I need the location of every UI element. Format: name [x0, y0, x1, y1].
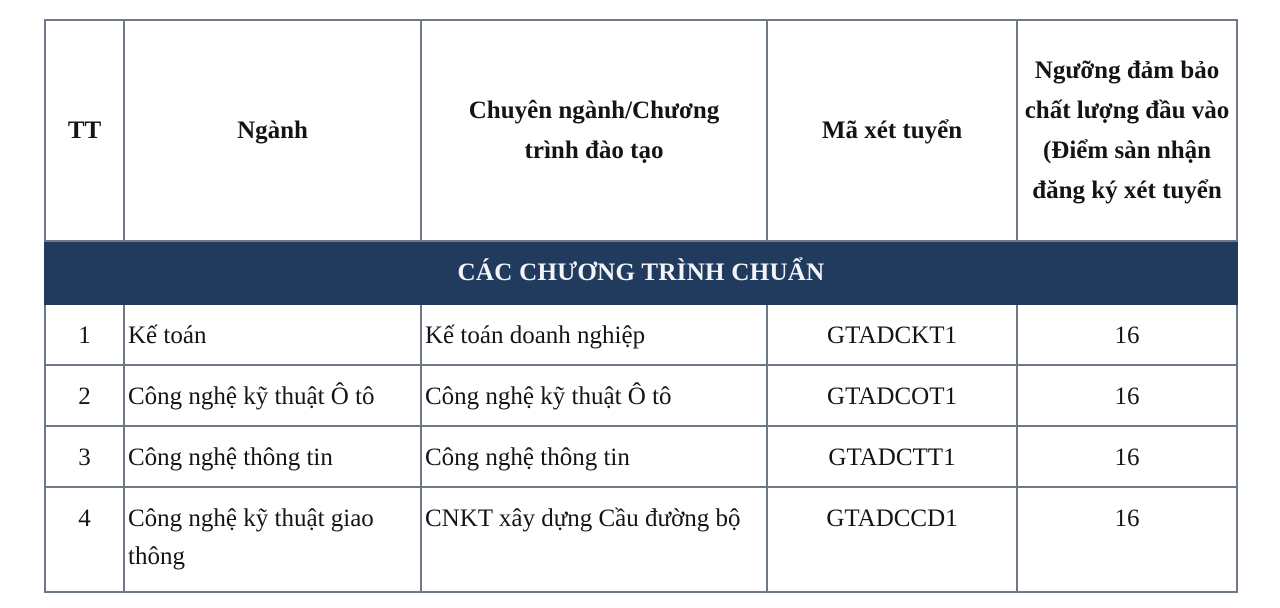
header-major: Ngành: [124, 20, 421, 241]
cell-code: GTADCKT1: [767, 304, 1017, 365]
cell-program: Kế toán doanh nghiệp: [421, 304, 767, 365]
section-banner-row: [45, 241, 1237, 304]
admission-threshold-table: [44, 19, 1238, 593]
cell-program: Công nghệ thông tin: [421, 426, 767, 487]
cell-code: GTADCOT1: [767, 365, 1017, 426]
cell-major: Công nghệ thông tin: [124, 426, 421, 487]
cell-major: Kế toán: [124, 304, 421, 365]
cell-major: Công nghệ kỹ thuật Ô tô: [124, 365, 421, 426]
cell-major: Công nghệ kỹ thuật giao thông: [124, 487, 421, 592]
header-tt: TT: [45, 20, 124, 241]
cell-threshold: 16: [1017, 304, 1237, 365]
cell-program: Công nghệ kỹ thuật Ô tô: [421, 365, 767, 426]
table-row: [45, 365, 1237, 426]
table-row: [45, 426, 1237, 487]
cell-tt: 4: [45, 487, 124, 592]
table-row: [45, 304, 1237, 365]
cell-threshold: 16: [1017, 365, 1237, 426]
section-title: CÁC CHƯƠNG TRÌNH CHUẨN: [45, 241, 1237, 304]
header-threshold: Ngưỡng đảm bảo chất lượng đầu vào (Điểm sàn nhận đăng ký xét tuyển: [1017, 20, 1237, 241]
header-program: Chuyên ngành/Chương trình đào tạo: [421, 20, 767, 241]
cell-threshold: 16: [1017, 426, 1237, 487]
header-code: Mã xét tuyển: [767, 20, 1017, 241]
cell-threshold: 16: [1017, 487, 1237, 592]
cell-tt: 1: [45, 304, 124, 365]
admission-table-container: [44, 19, 1236, 593]
cell-code: GTADCCD1: [767, 487, 1017, 592]
cell-tt: 3: [45, 426, 124, 487]
cell-tt: 2: [45, 365, 124, 426]
table-row: [45, 487, 1237, 592]
cell-code: GTADCTT1: [767, 426, 1017, 487]
header-row: [45, 20, 1237, 241]
cell-program: CNKT xây dựng Cầu đường bộ: [421, 487, 767, 592]
